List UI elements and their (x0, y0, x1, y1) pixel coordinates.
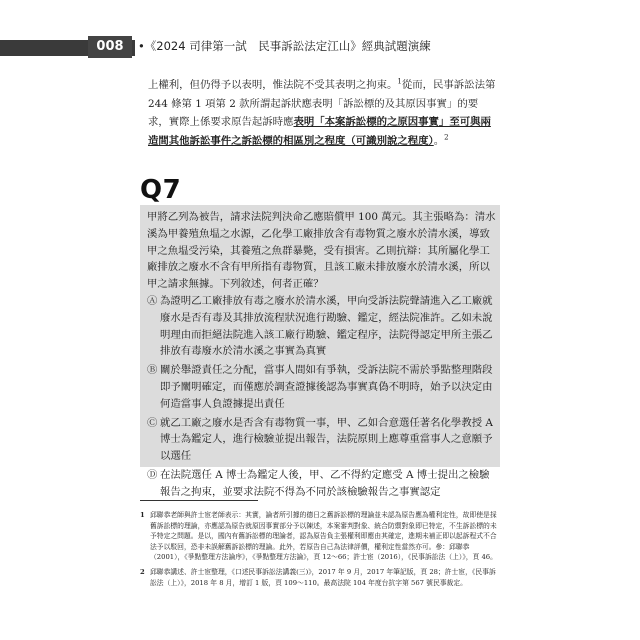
option-d-text: 在法院選任 A 博士為鑑定人後，甲、乙不得約定應受 A 博士提出之檢驗報告之拘束，並要求法院不得為不同於該檢驗報告之事實認定 (160, 468, 490, 498)
intro-text-before: 上權利，但仍得予以表明，惟法院不受其表明之拘束。 (148, 79, 398, 91)
question-label: Q7 (140, 175, 182, 205)
intro-emphasis: 表明「本案訴訟標的之原因事實」至可與兩造間其他訴訟事件之訴訟標的相區別之程度（可識別說之程度） (148, 116, 491, 147)
option-d (147, 467, 496, 501)
footnote-1 (140, 510, 502, 563)
option-a-mark: Ⓐ (147, 294, 158, 307)
intro-text-after: 。 (433, 134, 445, 147)
option-c (147, 415, 496, 465)
option-d-mark: Ⓓ (147, 468, 158, 481)
footnote-1-number: 1 (140, 511, 145, 519)
footnote-ref-1: 1 (397, 77, 402, 86)
option-a-text: 為證明乙工廠排放有毒之廢水於清水溪，甲向受訴法院聲請進入乙工廠就廢水是否有毒及其排放流程狀況進行勘驗、鑑定，經法院准許。乙如未說明理由而拒絕法院進入該工廠行勘驗、鑑定程序，法院得認定甲所主張乙排放有毒廢水於清水溪之事實為真實 (160, 294, 493, 358)
page-number: 008 (88, 36, 132, 58)
option-a (147, 293, 496, 360)
footnotes (140, 510, 502, 588)
footnote-2 (140, 567, 502, 588)
footnote-1-text: 邱聯恭老師與許士宦老師表示：其實，論者所引據的德日之舊訴訟標的理論並未認為原告應為權利定性，故即使是採舊訴訟標的理論，亦應認為原告就原因事實部分予以陳述，本案審判對象、統合防禦對象即已特定，不生訴訟標的未予特定之問題。是以，國內有舊訴訟標的理論者，認為原告負主張權利即應由其確定，進期未補正即以起訴程式不合法予以駁回，恐非未誤解舊訴訟標的理論。此外，若原告自己為法律評價，權利定性當然亦可。參：邱聯恭（2001），《爭點整理方法論序》，《爭點整理方法論》，頁 12～66；許士宦（2016），《民事訴訟法（上）》，頁 46。 (150, 511, 497, 562)
intro-text-middle: 從而，民事訴訟法第 244 條第 1 項第 2 款所謂起訴狀應表明「訴訟標的及其原因事實」的要求，實際上係要求原告起訴時應 (148, 79, 496, 129)
footnote-2-text: 邱聯恭講述、許士宦整理，《口述民事訴訟法講義(三)》，2017 年 9 月，2017 年筆記版，頁 28；許士宦，《民事訴訟法（上）》，2018 年 8 月，增訂 1 版，頁 109～110。最高法院 104 年度台抗字第 567 號民事裁定。 (150, 567, 496, 587)
option-b-mark: Ⓑ (147, 364, 158, 377)
question-box (140, 205, 500, 498)
question-stem: 甲將乙列為被告，請求法院判決命乙應賠償甲 100 萬元。其主張略為：清水溪為甲養殖魚塭之水源，乙化學工廠排放含有毒物質之廢水於清水溪，導致甲之魚塭受污染，其養殖之魚群暴斃，受有損害。乙則抗辯：其所屬化學工廠排放之廢水不含有甲所指有毒物質，且該工廠未排放廢水於清水溪，所以甲之請求無據。下列敘述，何者正確？ (147, 211, 496, 291)
footnote-divider (140, 500, 258, 501)
footnote-2-number: 2 (140, 567, 145, 576)
intro-paragraph (148, 76, 498, 150)
footnote-ref-2: 2 (444, 133, 449, 142)
option-b (147, 362, 496, 412)
running-header-title: •《2024 司律第一試 民事訴訟法定江山》經典試題演練 (138, 39, 431, 53)
option-b-text: 關於舉證責任之分配，當事人間如有爭執，受訴法院不需於爭點整理階段即予闡明確定，而僅應於調查證據後認為事實真偽不明時，始予以決定由何造當事人負證據提出責任 (160, 364, 493, 410)
option-c-mark: Ⓒ (147, 416, 158, 429)
option-c-text: 就乙工廠之廢水是否含有毒物質一事，甲、乙如合意選任著名化學教授 A 博士為鑑定人，進行檢驗並提出報告，法院原則上應尊重當事人之意願予以選任 (160, 416, 493, 463)
